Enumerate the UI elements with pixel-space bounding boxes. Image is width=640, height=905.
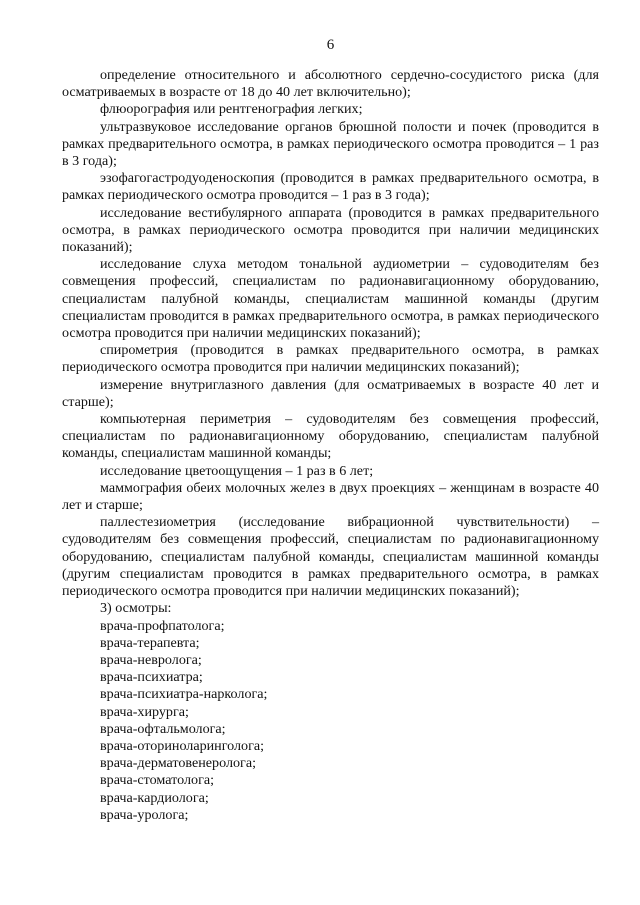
list-item: врача-терапевта; xyxy=(100,634,200,651)
exam-list xyxy=(62,618,599,824)
paragraph: компьютерная периметрия – судоводителям без совмещения профессий, специалистам по радионавигационному оборудованию, специалистам палубной команды, специалистам машинной команды; xyxy=(62,411,599,462)
list-item: врача-невролога; xyxy=(100,651,202,668)
list-item: врача-хирурга; xyxy=(100,703,189,720)
paragraph: исследование цветоощущения – 1 раз в 6 лет; xyxy=(100,462,374,479)
paragraph: определение относительного и абсолютного сердечно-сосудистого риска (для осматриваемых в возрасте от 18 до 40 лет включительно); xyxy=(62,67,599,101)
list-item: врача-кардиолога; xyxy=(100,789,209,806)
paragraph-list xyxy=(62,67,599,600)
list-item: врача-оториноларинголога; xyxy=(100,737,265,754)
paragraph: спирометрия (проводится в рамках предварительного осмотра, в рамках периодического осмотра проводится при наличии медицинских показаний); xyxy=(62,342,599,376)
paragraph: ультразвуковое исследование органов брюшной полости и почек (проводится в рамках предварительного осмотра, в рамках периодического осмотра проводится – 1 раз в 3 года); xyxy=(62,118,599,170)
paragraph: исследование вестибулярного аппарата (проводится в рамках предварительного осмотра, в рамках периодического осмотра проводится при наличии медицинских показаний); xyxy=(62,204,599,256)
paragraph: исследование слуха методом тональной аудиометрии – судоводителям без совмещения профессий, специалистам по радионавигационному оборудованию, специалистам палубной команды, специалистам машинной команды (другим специалистам проводится в рамках предварительного осмотра, в рамках периодического осмотра проводится при наличии медицинских показаний); xyxy=(62,256,599,342)
paragraph: паллестезиометрия (исследование вибрационной чувствительности) – судоводителям без совмещения профессий, специалистам по радионавигационному оборудованию, специалистам палубной команды, специалистам машинной команды (другим специалистам проводится в рамках предварительного осмотра, в рамках периодического осмотра проводится при наличии медицинских показаний); xyxy=(62,514,599,600)
paragraph: измерение внутриглазного давления (для осматриваемых в возрасте 40 лет и старше); xyxy=(62,376,599,410)
section-heading: 3) осмотры: xyxy=(100,600,172,617)
list-item: врача-офтальмолога; xyxy=(100,720,226,737)
list-item: врача-профпатолога; xyxy=(100,617,225,634)
list-item: врача-психиатра; xyxy=(100,669,203,686)
list-item: врача-стоматолога; xyxy=(100,772,215,789)
list-item: врача-уролога; xyxy=(100,806,189,823)
page-number: 6 xyxy=(326,37,335,53)
paragraph: эзофагогастродуоденоскопия (проводится в рамках предварительного осмотра, в рамках периодического осмотра проводится – 1 раз в 3 года); xyxy=(62,170,599,204)
list-item: врача-дерматовенеролога; xyxy=(100,755,256,772)
list-item: врача-психиатра-нарколога; xyxy=(100,686,268,703)
paragraph: маммография обеих молочных желез в двух проекциях – женщинам в возрасте 40 лет и старше; xyxy=(62,479,599,514)
paragraph: флюорография или рентгенография легких; xyxy=(100,101,363,118)
